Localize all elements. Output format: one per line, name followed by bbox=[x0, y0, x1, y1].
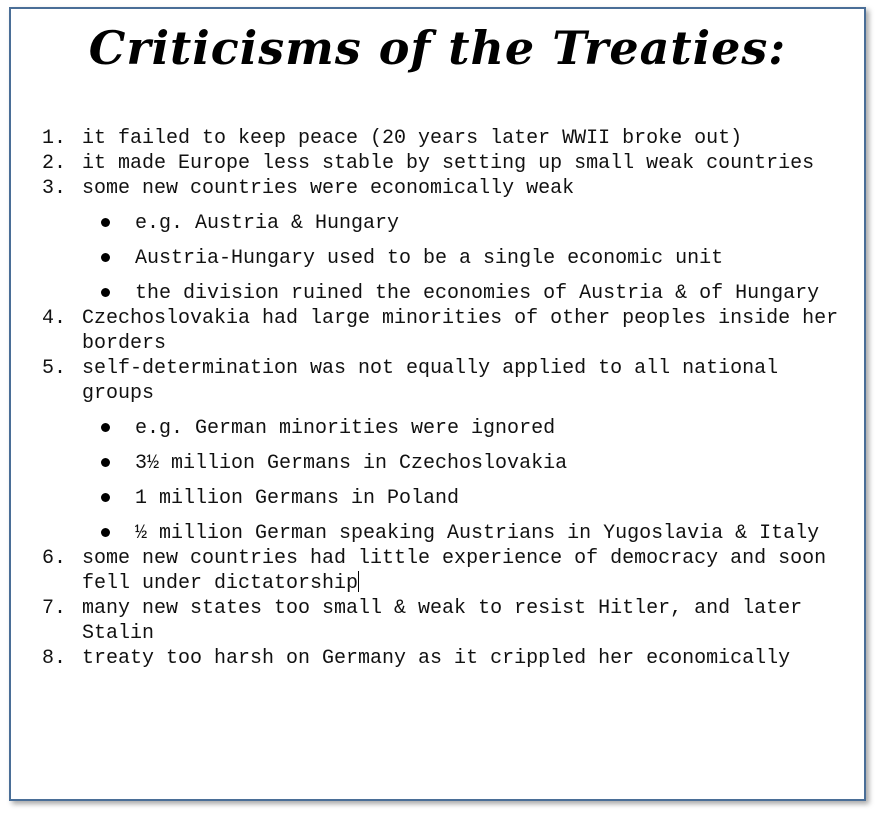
item-text: it failed to keep peace (20 years later WWII broke out) bbox=[82, 127, 743, 150]
item-text: Czechoslovakia had large minorities of other peoples inside her borders bbox=[82, 307, 839, 355]
item-number: 6. bbox=[42, 547, 67, 570]
sub-list-item bbox=[11, 211, 864, 236]
list-item bbox=[11, 546, 864, 596]
item-number: 3. bbox=[42, 177, 67, 200]
bullet-icon bbox=[101, 253, 110, 262]
list-item bbox=[11, 596, 864, 646]
sub-list bbox=[11, 211, 864, 306]
text-cursor bbox=[358, 571, 359, 592]
sub-list-item bbox=[11, 416, 864, 441]
item-text: treaty too harsh on Germany as it crippled her economically bbox=[82, 647, 791, 670]
bullet-icon bbox=[101, 218, 110, 227]
sub-list bbox=[11, 416, 864, 546]
sub-item-text: e.g. German minorities were ignored bbox=[135, 417, 556, 440]
item-text: some new countries were economically weak bbox=[82, 177, 575, 200]
sub-item-text: 1 million Germans in Poland bbox=[135, 487, 460, 510]
sub-item-text: the division ruined the economies of Austria & of Hungary bbox=[135, 282, 820, 305]
list-item bbox=[11, 646, 864, 671]
sub-list-container bbox=[11, 416, 864, 546]
list-item bbox=[11, 151, 864, 176]
sub-item-text: ½ million German speaking Austrians in Yugoslavia & Italy bbox=[135, 522, 820, 545]
bullet-icon bbox=[101, 528, 110, 537]
item-number: 1. bbox=[42, 127, 67, 150]
item-text: self-determination was not equally applied to all national groups bbox=[82, 357, 779, 405]
item-number: 7. bbox=[42, 597, 67, 620]
criticisms-list bbox=[11, 126, 864, 671]
bullet-icon bbox=[101, 288, 110, 297]
item-text: many new states too small & weak to resist Hitler, and later Stalin bbox=[82, 597, 803, 645]
sub-list-item bbox=[11, 521, 864, 546]
item-text: it made Europe less stable by setting up small weak countries bbox=[82, 152, 815, 175]
sub-item-text: 3½ million Germans in Czechoslovakia bbox=[135, 452, 568, 475]
item-number: 8. bbox=[42, 647, 67, 670]
sub-list-container bbox=[11, 211, 864, 306]
sub-list-item bbox=[11, 281, 864, 306]
item-number: 4. bbox=[42, 307, 67, 330]
item-number: 5. bbox=[42, 357, 67, 380]
list-item bbox=[11, 126, 864, 151]
item-number: 2. bbox=[42, 152, 67, 175]
sub-item-text: Austria-Hungary used to be a single economic unit bbox=[135, 247, 724, 270]
bullet-icon bbox=[101, 423, 110, 432]
page-title: Criticisms of the Treaties: bbox=[88, 21, 787, 75]
document-page bbox=[9, 7, 866, 801]
list-item bbox=[11, 356, 864, 406]
sub-list-item bbox=[11, 486, 864, 511]
sub-list-item bbox=[11, 246, 864, 271]
list-item bbox=[11, 176, 864, 201]
list-item bbox=[11, 306, 864, 356]
sub-item-text: e.g. Austria & Hungary bbox=[135, 212, 400, 235]
bullet-icon bbox=[101, 458, 110, 467]
bullet-icon bbox=[101, 493, 110, 502]
item-text[interactable]: some new countries had little experience of democracy and soon fell under dictatorship bbox=[82, 547, 827, 595]
sub-list-item bbox=[11, 451, 864, 476]
